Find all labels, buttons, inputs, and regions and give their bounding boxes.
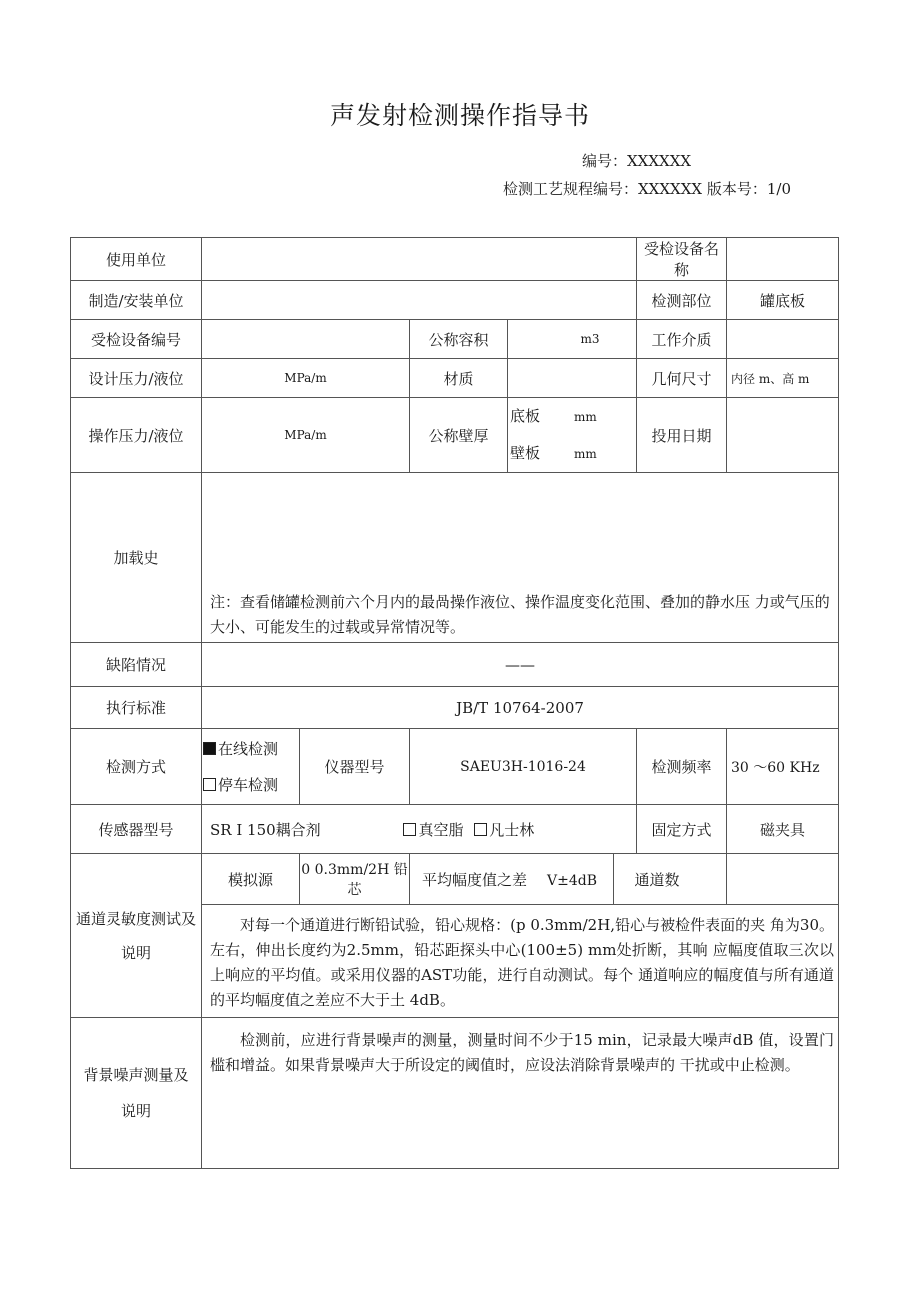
option-offline[interactable] — [203, 767, 298, 803]
channel-sensitivity-text: 对每一个通道进行断铅试验，铅心规格：(p 0.3mm/2H,铅心与被检件表面的夹 角为30。左右，伸出长度约为2.5mm，铅芯距探头中心(100±5) mm处折断，其响 应幅度值取三次以上响应的平均值。或采用仪器的AST功能，进行自动测试。每个 通道响应的幅度值与所有通道的平均幅度值之差应不大于土 4dB。 — [210, 916, 835, 1009]
value-working-medium[interactable] — [727, 320, 839, 359]
value-simulated-source: 0 0.3mm/2H 铅芯 — [300, 854, 410, 905]
bottom-plate-label: 底板 — [510, 407, 541, 425]
value-channel-count[interactable] — [727, 854, 839, 905]
label-background-noise: 背景噪声测量及说明 — [71, 1018, 202, 1169]
table-row — [71, 729, 839, 805]
option-online-label: 在线检测 — [218, 739, 279, 758]
label-design-pressure: 设计压力/液位 — [71, 359, 202, 398]
checkbox-empty-icon[interactable] — [474, 823, 487, 836]
label-nominal-volume: 公称容积 — [410, 320, 508, 359]
table-row — [71, 238, 839, 281]
procedure-number: 检测工艺规程编号：XXXXXX 版本号：1/0 — [503, 180, 791, 198]
label-standard: 执行标准 — [71, 687, 202, 729]
table-row — [71, 281, 839, 320]
label-manufacturer: 制造/安装单位 — [71, 281, 202, 320]
label-nominal-thickness: 公称壁厚 — [410, 398, 508, 473]
label-equipment-number: 受检设备编号 — [71, 320, 202, 359]
value-instrument-model: SAEU3H-1016-24 — [410, 729, 637, 805]
label-couplant: 耦合剂 — [275, 820, 321, 839]
background-noise-text: 检测前，应进行背景噪声的测量，测量时间不少于15 min，记录最大噪声dB 值，设置门槛和增益。如果背景噪声大于所设定的阈值时，应设法消除背景噪声的 干扰或中止检测。 — [210, 1031, 835, 1074]
value-nominal-thickness — [508, 398, 637, 473]
sensor-couplant-cell — [202, 805, 637, 854]
label-channel-count: 通道数 — [614, 854, 727, 905]
option-online[interactable] — [203, 731, 298, 767]
detection-method-options — [202, 729, 300, 805]
value-sensor-model: SR I 150 — [210, 820, 276, 839]
value-inspection-part: 罐底板 — [727, 281, 839, 320]
label-sensor-model: 传感器型号 — [71, 805, 202, 854]
value-design-pressure: MPa/m — [202, 359, 410, 398]
document-number: 编号：XXXXXX — [582, 152, 692, 170]
value-manufacturer[interactable] — [202, 281, 637, 320]
table-row — [71, 805, 839, 854]
value-operating-pressure: MPa/m — [202, 398, 410, 473]
label-channel-sensitivity: 通道灵敏度测试及说明 — [71, 854, 202, 1018]
page-title: 声发射检测操作指导书 — [329, 101, 590, 130]
value-in-service-date[interactable] — [727, 398, 839, 473]
table-row — [71, 398, 839, 473]
label-working-medium: 工作介质 — [637, 320, 727, 359]
bottom-plate-unit: mm — [574, 410, 597, 424]
label-user-unit: 使用单位 — [71, 238, 202, 281]
value-equipment-number[interactable] — [202, 320, 410, 359]
label-geometry: 几何尺寸 — [637, 359, 727, 398]
label-simulated-source: 模拟源 — [202, 854, 300, 905]
value-nominal-volume: m3 — [508, 320, 637, 359]
value-standard: JB/T 10764-2007 — [202, 687, 839, 729]
load-history-note: 注：查看储罐检测前六个月内的最咼操作液位、操作温度变化范围、叠加的静水压 力或气压的大小、可能发生的过载或异常情况等。 — [202, 473, 839, 643]
label-fixing-method: 固定方式 — [637, 805, 727, 854]
channel-sensitivity-description — [202, 905, 839, 1018]
table-row — [71, 1018, 839, 1169]
table-row — [71, 359, 839, 398]
label-equipment-name: 受检设备名称 — [637, 238, 727, 281]
label-material: 材质 — [410, 359, 508, 398]
checkbox-empty-icon[interactable] — [403, 823, 416, 836]
couplant-option-vacuum-grease[interactable] — [403, 821, 463, 839]
label-instrument-model: 仪器型号 — [300, 729, 410, 805]
table-row — [71, 473, 839, 643]
wall-plate-label: 壁板 — [510, 444, 541, 462]
inspection-form-table — [70, 237, 839, 1169]
couplant-option-vaseline-label: 凡士林 — [489, 820, 535, 839]
label-operating-pressure: 操作压力/液位 — [71, 398, 202, 473]
couplant-option-vaseline[interactable] — [474, 821, 534, 839]
wall-plate-unit: mm — [574, 447, 597, 461]
label-load-history: 加载史 — [71, 473, 202, 643]
label-detection-method: 检测方式 — [71, 729, 202, 805]
value-material[interactable] — [508, 359, 637, 398]
table-row — [71, 643, 839, 687]
table-row — [71, 320, 839, 359]
average-amplitude-cell — [410, 854, 614, 905]
background-noise-description — [202, 1018, 839, 1169]
value-fixing-method: 磁夹具 — [727, 805, 839, 854]
value-average-amplitude-diff: V±4dB — [547, 872, 598, 889]
table-row — [71, 854, 839, 905]
value-user-unit[interactable] — [202, 238, 637, 281]
checkbox-checked-icon[interactable] — [203, 742, 216, 755]
value-defects: —— — [202, 643, 839, 687]
label-defects: 缺陷情况 — [71, 643, 202, 687]
option-offline-label: 停车检测 — [218, 775, 279, 794]
label-inspection-part: 检测部位 — [637, 281, 727, 320]
checkbox-empty-icon[interactable] — [203, 778, 216, 791]
value-equipment-name[interactable] — [727, 238, 839, 281]
value-detection-frequency: 30 ～60 KHz — [727, 729, 839, 805]
label-detection-frequency: 检测频率 — [637, 729, 727, 805]
couplant-option-vacuum-grease-label: 真空脂 — [418, 820, 464, 839]
value-geometry: 内径 m、高 m — [727, 359, 839, 398]
label-in-service-date: 投用日期 — [637, 398, 727, 473]
table-row — [71, 687, 839, 729]
label-average-amplitude-diff: 平均幅度值之差 — [422, 870, 528, 889]
